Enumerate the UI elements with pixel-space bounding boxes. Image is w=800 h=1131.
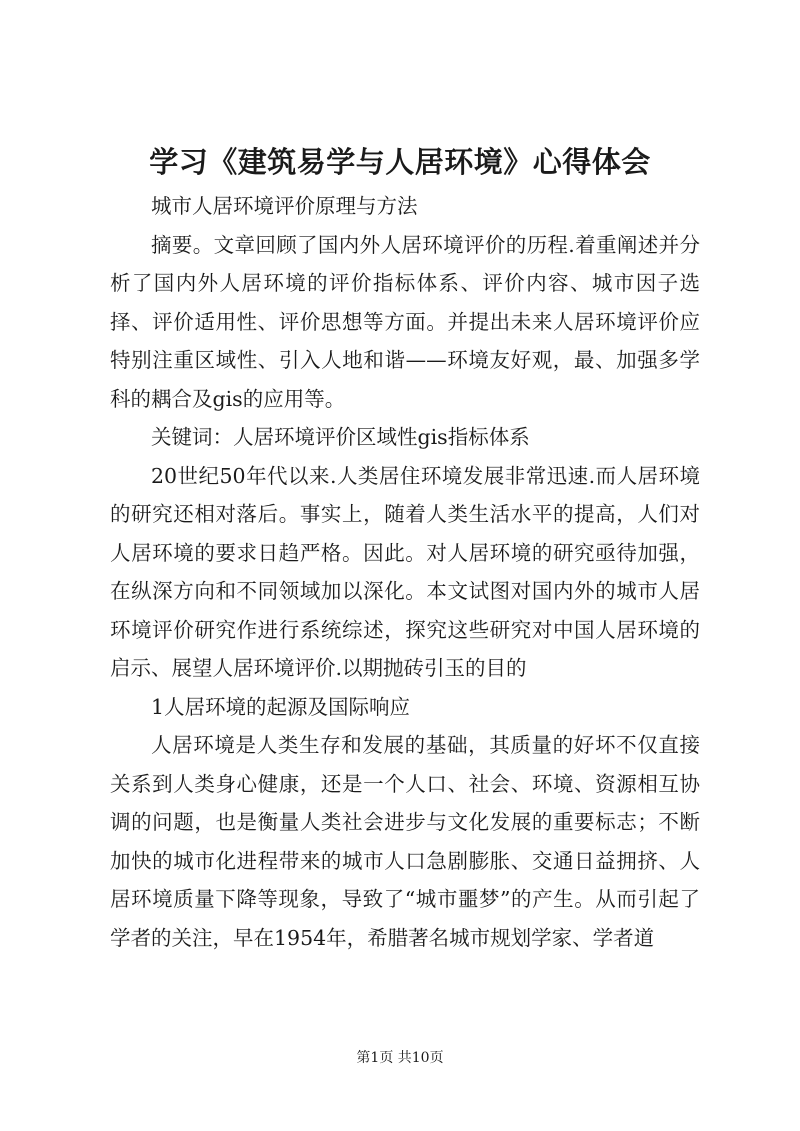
page-footer: 第1页 共10页 [356, 1050, 444, 1066]
abstract-paragraph: 摘要。文章回顾了国内外人居环境评价的历程.着重阐述并分析了国内外人居环境的评价指标体系、评价内容、城市因子选择、评价适用性、评价思想等方面。并提出未来人居环境评价应特别注重区域性、引入人地和谐——环境友好观，最、加强多学科的耦合及gis的应用等。 [110, 232, 700, 411]
section-heading-evaluation: 城市人居环境评价原理与方法 [151, 194, 418, 218]
origin-paragraph: 人居环境是人类生存和发展的基础，其质量的好坏不仅直接关系到人类身心健康，还是一个人口、社会、环境、资源相互协调的问题，也是衡量人类社会进步与文化发展的重要标志；不断加快的城市化进程带来的城市人口急剧膨胀、交通日益拥挤、人居环境质量下降等现象，导致了“城市噩梦”的产生。从而引起了学者的关注，早在1954年，希腊著名城市规划学家、学者道 [110, 733, 700, 950]
keywords-paragraph: 关键词：人居环境评价区域性gis指标体系 [151, 425, 530, 449]
section-heading-origin: 1人居环境的起源及国际响应 [151, 694, 411, 719]
document-title: 学习《建筑易学与人居环境》心得体会 [149, 145, 651, 179]
document-body [110, 187, 700, 957]
intro-paragraph: 20世纪50年代以来.人类居住环境发展非常迅速.而人居环境的研究还相对落后。事实上，随着人类生活水平的提高，人们对人居环境的要求日趋严格。因此。对人居环境的研究亟待加强，在纵深方向和不同领域加以深化。本文试图对国内外的城市人居环境评价研究作进行系统综述，探究这些研究对中国人居环境的启示、展望人居环境评价.以期抛砖引玉的目的 [110, 463, 700, 680]
